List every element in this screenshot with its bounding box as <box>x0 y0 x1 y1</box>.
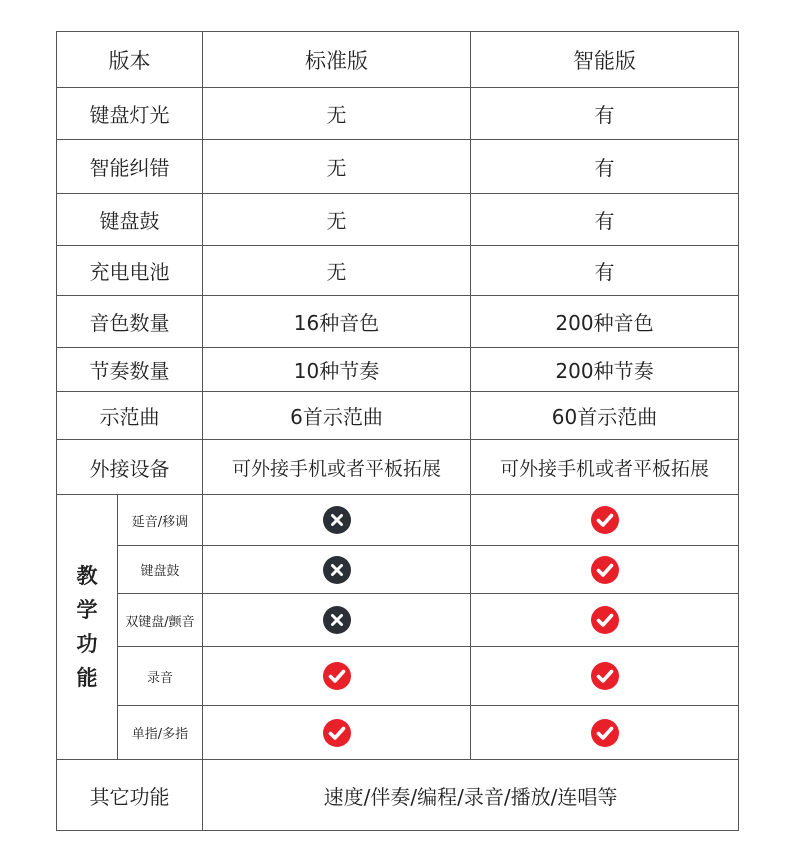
smart-value: 有 <box>594 156 615 180</box>
standard-mark <box>203 647 470 705</box>
smart-value: 有 <box>594 260 615 284</box>
standard-value: 16种音色 <box>293 311 380 335</box>
row-label: 音色数量 <box>89 311 170 335</box>
header-version: 版本 <box>108 48 151 73</box>
standard-value: 无 <box>326 103 347 127</box>
check-icon <box>591 556 619 584</box>
cross-icon <box>323 556 351 584</box>
smart-value: 有 <box>594 209 615 233</box>
standard-mark <box>203 546 470 593</box>
teaching-item-label: 录音 <box>146 670 173 686</box>
standard-value: 无 <box>326 209 347 233</box>
standard-value: 6首示范曲 <box>290 405 383 429</box>
row-label: 智能纠错 <box>89 156 170 180</box>
standard-value: 可外接手机或者平板拓展 <box>231 457 441 480</box>
teaching-item-label: 双键盘/颤音 <box>125 614 195 630</box>
row-label: 示范曲 <box>99 405 160 429</box>
other-label: 其它功能 <box>89 784 170 809</box>
check-icon <box>591 662 619 690</box>
teaching-item-label: 键盘鼓 <box>140 564 180 579</box>
cross-icon <box>323 506 351 534</box>
check-icon <box>323 662 351 690</box>
standard-value: 无 <box>326 156 347 180</box>
standard-mark <box>203 495 470 545</box>
header-smart: 智能版 <box>573 48 636 73</box>
row-label: 节奏数量 <box>89 359 170 383</box>
smart-mark <box>471 546 738 593</box>
standard-mark <box>203 594 470 646</box>
check-icon <box>591 719 619 747</box>
row-label: 充电电池 <box>89 260 170 284</box>
smart-mark <box>471 495 738 545</box>
teaching-item-label: 单指/多指 <box>131 727 189 742</box>
standard-value: 无 <box>326 260 347 284</box>
smart-value: 200种节奏 <box>555 359 654 383</box>
row-label: 键盘鼓 <box>99 209 160 233</box>
check-icon <box>591 606 619 634</box>
smart-value: 60首示范曲 <box>551 405 658 429</box>
smart-mark <box>471 647 738 705</box>
row-label: 键盘灯光 <box>89 103 170 127</box>
smart-value: 可外接手机或者平板拓展 <box>499 457 709 480</box>
check-icon <box>323 719 351 747</box>
row-label: 外接设备 <box>89 456 170 481</box>
smart-mark <box>471 594 738 646</box>
teaching-section-label: 教学功能 <box>76 564 98 690</box>
header-standard: 标准版 <box>305 48 368 73</box>
other-value: 速度/伴奏/编程/录音/播放/连唱等 <box>323 784 618 809</box>
standard-mark <box>203 706 470 759</box>
comparison-table <box>56 31 739 831</box>
standard-value: 10种节奏 <box>293 359 380 383</box>
teaching-item-label: 延音/移调 <box>131 514 189 530</box>
cross-icon <box>323 606 351 634</box>
smart-value: 200种音色 <box>555 311 654 335</box>
smart-mark <box>471 706 738 759</box>
smart-value: 有 <box>594 103 615 127</box>
check-icon <box>591 506 619 534</box>
